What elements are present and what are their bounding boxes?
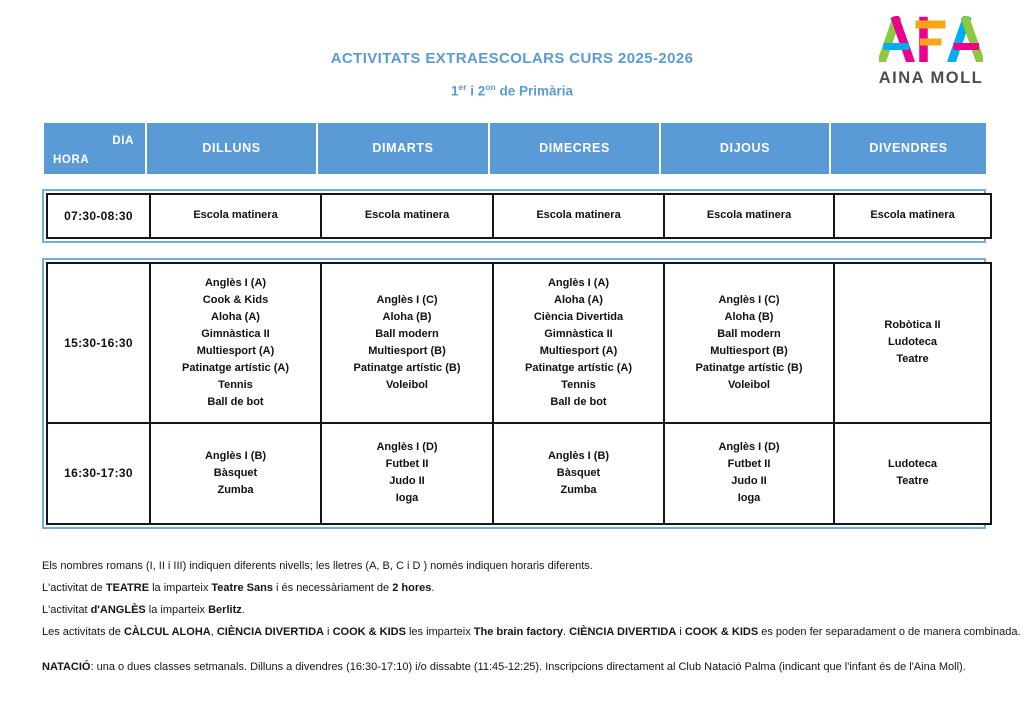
afa-logo-text: AINA MOLL <box>878 69 984 87</box>
schedule-row <box>47 194 991 238</box>
footnote-bold-text: CIÈNCIA DIVERTIDA <box>216 625 324 638</box>
footnote-line <box>42 555 1024 577</box>
footnote-line <box>42 656 1024 678</box>
activity-cell-divendres <box>834 263 991 423</box>
activity-label: Multiesport (B) <box>368 344 446 357</box>
activity-cell-dimarts <box>321 194 493 238</box>
activity-label: Ball de bot <box>550 395 607 408</box>
activity-label: Escola matinera <box>364 209 450 221</box>
subtitle-superscript: on <box>485 82 496 92</box>
activity-label: Aloha (B) <box>724 310 774 323</box>
corner-dia-label: DIA <box>112 134 134 147</box>
schedule-table <box>42 121 986 529</box>
activity-label: Aloha (B) <box>382 310 432 323</box>
footnote-line <box>42 599 1024 621</box>
schedule-row <box>47 423 991 524</box>
footnote-bold-text: Berlitz <box>208 603 242 616</box>
subtitle-text: de Primària <box>495 83 573 99</box>
activity-cell-dijous <box>664 423 834 524</box>
activity-label: Anglès I (A) <box>547 276 610 289</box>
time-cell: 16:30-17:30 <box>47 423 150 524</box>
document-header <box>0 0 1024 99</box>
activity-label: Ioga <box>395 492 419 504</box>
activity-label: Bàsquet <box>556 466 601 479</box>
activity-label: Anglès I (B) <box>547 449 610 462</box>
day-header-divendres: DIVENDRES <box>830 122 987 175</box>
footnote-bold-text: NATACIÓ <box>42 660 91 673</box>
activity-label: Patinatge artístic (A) <box>525 361 632 374</box>
activity-label: Aloha (A) <box>211 310 260 323</box>
afternoon-schedule-block <box>42 258 986 529</box>
activity-label: Futbet II <box>727 458 771 470</box>
activity-label: Escola matinera <box>536 209 621 221</box>
activity-cell-divendres <box>834 194 991 238</box>
day-header-dilluns: DILLUNS <box>146 122 317 175</box>
activity-label: Aloha (A) <box>554 293 603 306</box>
page-title: ACTIVITATS EXTRAESCOLARS CURS 2025-2026 <box>330 50 694 67</box>
activity-label: Patinatge artístic (B) <box>695 361 803 374</box>
footnote-text: la imparteix <box>145 603 209 616</box>
activity-label: Ludoteca <box>888 336 937 348</box>
activity-cell-dimecres <box>493 423 664 524</box>
footnote-text: les imparteix <box>405 625 474 638</box>
time-cell: 15:30-16:30 <box>47 263 150 423</box>
activity-label: Voleibol <box>386 378 428 391</box>
afa-logo-letters-icon <box>879 16 983 62</box>
activity-label: Zumba <box>217 483 254 496</box>
footnote-line <box>42 621 1024 643</box>
logo-letter-f <box>920 21 942 59</box>
activity-label: Judo II <box>389 475 425 487</box>
schedule-header-row <box>42 121 988 176</box>
footnote-bold-text: COOK & KIDS <box>332 625 406 638</box>
activity-label: Escola matinera <box>706 209 792 221</box>
footnote-text: i <box>324 625 333 638</box>
corner-hora-label: HORA <box>53 153 90 166</box>
activity-label: Multiesport (B) <box>710 344 788 357</box>
subtitle-text: 1 <box>450 83 459 99</box>
activity-label: Multiesport (A) <box>196 344 275 357</box>
activity-label: Patinatge artístic (A) <box>182 361 289 374</box>
footnote-text: : una o dues classes setmanals. Dilluns a divendres (16:30-17:10) i/o dissabte (11:45-12:25). Inscripcions directament al Club Natació Palma (indicant que l'infant és de l'Aina Moll). <box>90 660 966 673</box>
activity-cell-dijous <box>664 263 834 423</box>
footnote-text: . <box>431 581 435 594</box>
activity-cell-dilluns <box>150 423 321 524</box>
footnote-bold-text: CÀLCUL ALOHA <box>123 625 211 638</box>
activity-cell-dilluns <box>150 194 321 238</box>
activity-label: Multiesport (A) <box>539 344 618 357</box>
footnote-text: i <box>676 625 685 638</box>
activity-label: Judo II <box>731 475 767 487</box>
footnotes <box>42 555 1024 678</box>
activity-cell-dimarts <box>321 263 493 423</box>
activity-cell-dimecres <box>493 194 664 238</box>
activity-label: Gimnàstica II <box>201 327 270 340</box>
day-header-dijous: DIJOUS <box>660 122 830 175</box>
subtitle-superscript: er <box>458 82 467 92</box>
footnote-bold-text: d'ANGLÈS <box>90 603 146 616</box>
day-header-dimecres: DIMECRES <box>489 122 660 175</box>
footnote-text: i és necessàriament de <box>272 581 393 594</box>
morning-schedule-block <box>42 189 986 243</box>
activity-cell-dimarts <box>321 423 493 524</box>
logo-letter-a2 <box>953 21 980 60</box>
footnote-text: la imparteix <box>149 581 212 594</box>
footnote-text: L'activitat de <box>42 581 106 594</box>
activity-label: Bàsquet <box>213 466 258 479</box>
footnote-line <box>42 577 1024 599</box>
footnote-text: . <box>563 625 570 638</box>
afa-aina-moll-logo <box>872 16 990 88</box>
activity-label: Anglès I (A) <box>204 276 267 289</box>
day-header-dimarts: DIMARTS <box>317 122 489 175</box>
page-subtitle <box>0 82 1024 99</box>
activity-label: Anglès I (D) <box>376 441 438 453</box>
morning-schedule-grid <box>46 193 992 239</box>
schedule-row <box>47 263 991 423</box>
footnote-text: L'activitat <box>42 603 91 616</box>
activity-label: Anglès I (D) <box>718 441 780 453</box>
hora-dia-corner-cell <box>43 122 146 175</box>
logo-letter-a1 <box>883 21 910 60</box>
footnote-bold-text: CIÈNCIA DIVERTIDA <box>569 625 677 638</box>
activity-cell-dilluns <box>150 263 321 423</box>
activity-label: Patinatge artístic (B) <box>353 361 461 374</box>
activity-label: Futbet II <box>385 458 429 470</box>
footnote-bold-text: COOK & KIDS <box>684 625 759 638</box>
activity-label: Tennis <box>218 378 253 391</box>
activity-label: Voleibol <box>728 378 770 391</box>
activity-label: Gimnàstica II <box>544 327 613 340</box>
activity-label: Ball modern <box>375 327 439 340</box>
footnote-bold-text: 2 hores <box>392 581 432 594</box>
activity-label: Ball modern <box>717 327 781 340</box>
footnote-bold-text: TEATRE <box>105 581 150 594</box>
footnote-text: , <box>210 625 217 638</box>
activity-label: Anglès I (B) <box>204 449 267 462</box>
activity-label: Anglès I (C) <box>718 293 780 306</box>
footnote-text: Els nombres romans (I, II i III) indiquen diferents nivells; les lletres (A, B, C i D ) només indiquen horaris diferents. <box>42 559 593 572</box>
activity-label: Ciència Divertida <box>533 310 624 323</box>
footnote-text: es poden fer separadament o de manera combinada. <box>758 625 1021 638</box>
activity-label: Zumba <box>560 483 597 496</box>
activity-cell-divendres <box>834 423 991 524</box>
activity-label: Ludoteca <box>888 458 937 470</box>
footnote-bold-text: The brain factory <box>473 625 564 638</box>
activity-label: Ioga <box>737 492 761 504</box>
activity-label: Teatre <box>896 353 929 365</box>
activity-label: Escola matinera <box>870 209 955 221</box>
subtitle-text: i 2 <box>466 83 486 99</box>
footnote-text: . <box>241 603 245 616</box>
activity-cell-dimecres <box>493 263 664 423</box>
footnote-text: Les activitats de <box>42 625 124 638</box>
afternoon-schedule-grid <box>46 262 992 525</box>
activity-label: Cook & Kids <box>202 293 269 306</box>
activity-label: Escola matinera <box>193 209 278 221</box>
time-cell: 07:30-08:30 <box>47 194 150 238</box>
footnote-bold-text: Teatre Sans <box>211 581 273 594</box>
activity-label: Teatre <box>896 475 929 487</box>
activity-label: Ball de bot <box>207 395 264 408</box>
activity-label: Anglès I (C) <box>376 293 438 306</box>
activity-label: Robòtica II <box>884 319 941 331</box>
activity-label: Tennis <box>561 378 596 391</box>
activity-cell-dijous <box>664 194 834 238</box>
